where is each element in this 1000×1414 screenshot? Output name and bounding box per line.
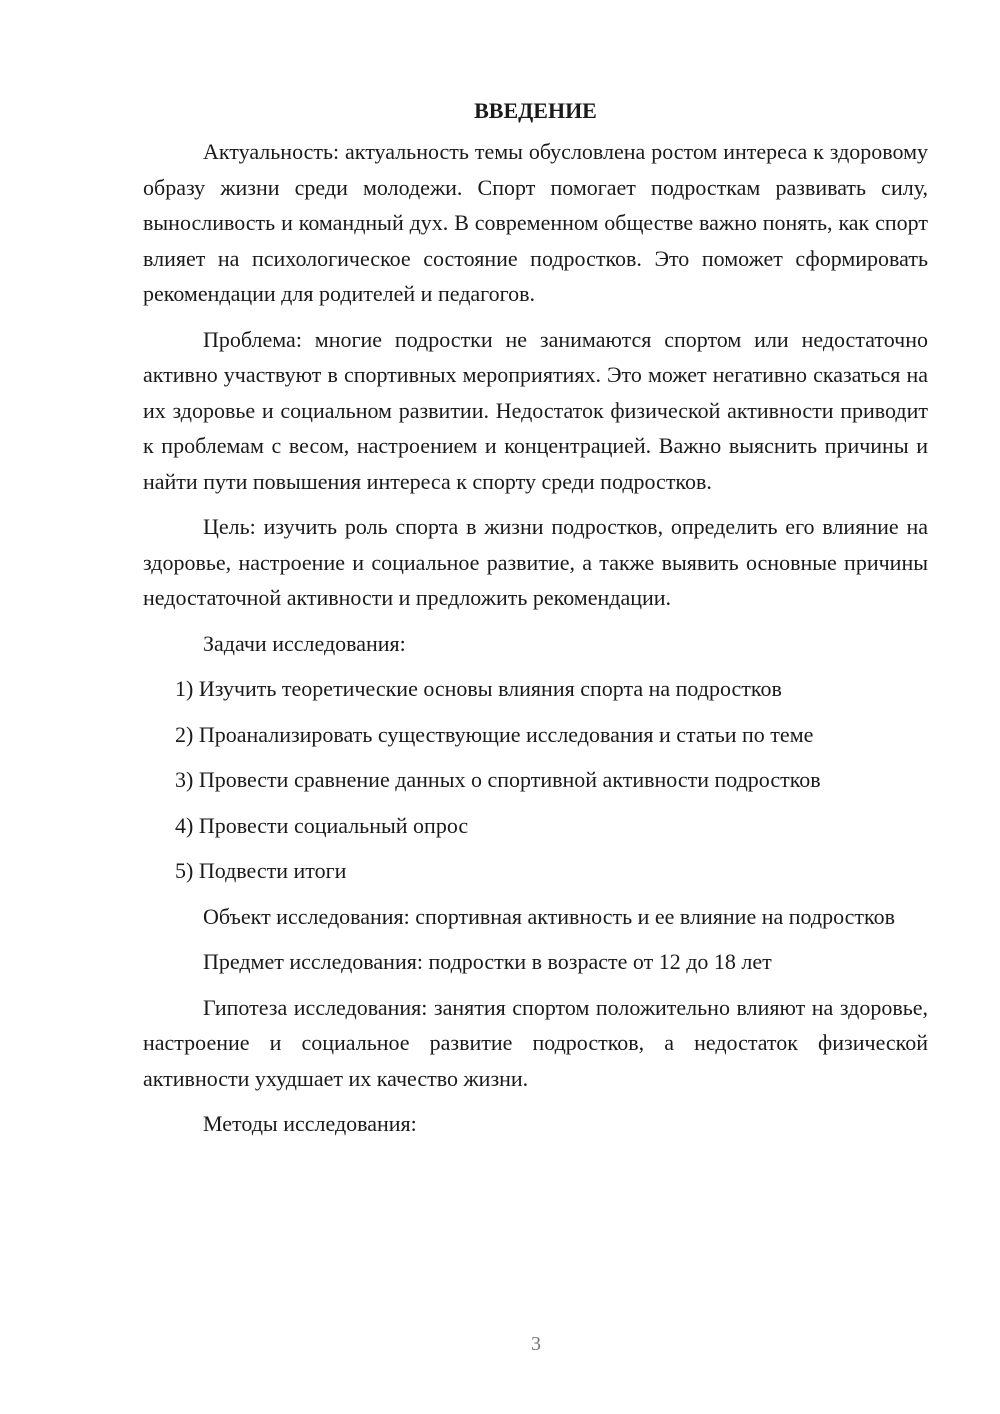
paragraph-methods: Методы исследования:	[203, 1111, 417, 1136]
list-item: 3) Провести сравнение данных о спортивной активности подростков	[175, 767, 821, 792]
page-number: 3	[531, 1333, 541, 1355]
paragraph-object: Объект исследования: спортивная активность и ее влияние на подростков	[203, 903, 895, 929]
paragraph-relevance: Актуальность: актуальность темы обусловлена ростом интереса к здоровому образу жизни среди молодежи. Спорт помогает подросткам развивать силу, выносливость и командный дух. В современном обществе важно понять, как спорт влияет на психологическое состояние подростков. Это поможет сформировать рекомендации для родителей и педагогов.	[143, 139, 928, 306]
list-item: 2) Проанализировать существующие исследования и статьи по теме	[175, 721, 814, 747]
list-item: 1) Изучить теоретические основы влияния спорта на подростков	[175, 676, 782, 701]
paragraph-problem: Проблема: многие подростки не занимаются спортом или недостаточно активно участвуют в спортивных мероприятиях. Это может негативно сказаться на их здоровье и социальном развитии. Недостаток физической активности приводит к проблемам с весом, настроением и концентрацией. Важно выяснить причины и найти пути повышения интереса к спорту среди подростков.	[143, 326, 928, 494]
paragraph-hypothesis: Гипотеза исследования: занятия спортом положительно влияют на здоровье, настроение и социальное развитие подростков, а недостаток физической активности ухудшает их качество жизни.	[143, 994, 928, 1091]
paragraph-goal: Цель: изучить роль спорта в жизни подростков, определить его влияние на здоровье, настроение и социальное развитие, а также выявить основные причины недостаточной активности и предложить рекомендации.	[143, 514, 928, 610]
page-title: ВВЕДЕНИЕ	[474, 98, 597, 123]
list-item: 4) Провести социальный опрос	[175, 812, 469, 838]
list-item: 5) Подвести итоги	[175, 858, 347, 883]
tasks-list	[143, 671, 928, 889]
paragraph-subject: Предмет исследования: подростки в возрасте от 12 до 18 лет	[203, 949, 772, 974]
paragraph-tasks-heading: Задачи исследования:	[203, 630, 406, 656]
page-content	[143, 96, 928, 1152]
